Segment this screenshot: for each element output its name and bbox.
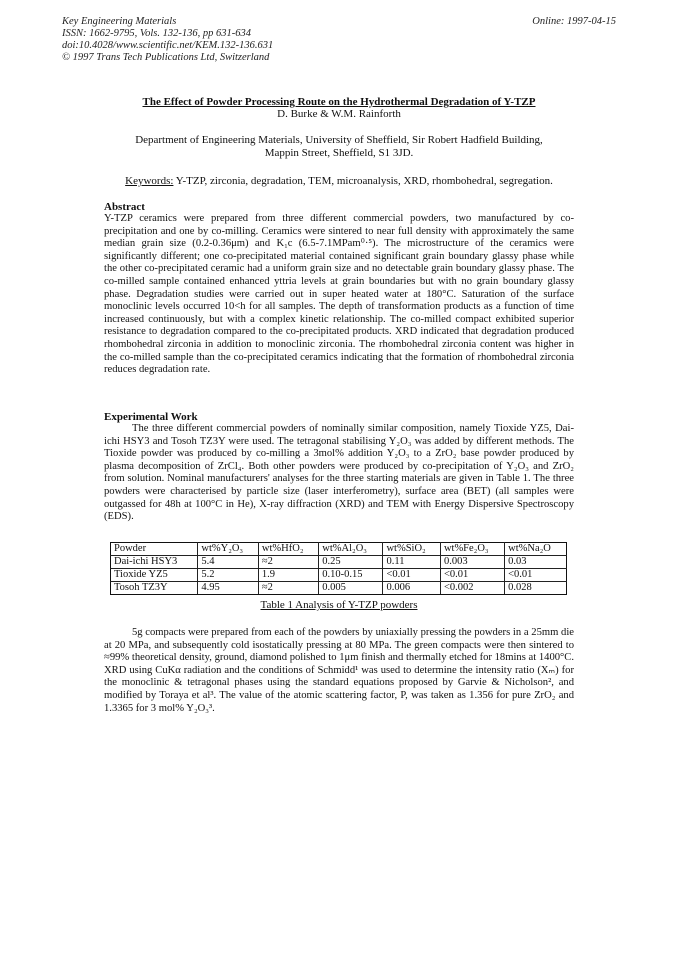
table-header-cell: wt%HfO₂ bbox=[258, 543, 318, 556]
keywords-label: Keywords: bbox=[125, 175, 174, 187]
copyright-line: © 1997 Trans Tech Publications Ltd, Switzerland bbox=[62, 52, 270, 63]
table-cell: <0.01 bbox=[505, 569, 567, 582]
table-cell: 0.25 bbox=[319, 556, 383, 569]
table-cell: Dai-ichi HSY3 bbox=[111, 556, 198, 569]
table-cell: 0.028 bbox=[505, 582, 567, 595]
table-cell: Tioxide YZ5 bbox=[111, 569, 198, 582]
table-cell: 5.4 bbox=[198, 556, 259, 569]
table-cell: 0.005 bbox=[319, 582, 383, 595]
table-cell: <0.002 bbox=[440, 582, 504, 595]
table-header-cell: wt%SiO₂ bbox=[383, 543, 440, 556]
table-cell: ≈2 bbox=[258, 582, 318, 595]
paper-affiliation bbox=[100, 134, 578, 160]
journal-name: Key Engineering Materials bbox=[62, 16, 177, 27]
powder-analysis-table bbox=[110, 542, 567, 595]
journal-header bbox=[62, 16, 273, 64]
table-cell: 0.006 bbox=[383, 582, 440, 595]
experimental-paragraph-2: 5g compacts were prepared from each of the powders by uniaxially pressing the powders in a 25mm die at 20 MPa, and subsequently cold isostatically pressing at 80 MPa. The green compacts were then sintered to ≈99% theoretical density, ground, diamond polished to 1μm finish and thermally etched for 18mins at 1400°C. XRD using CuKα radiation and the conditions of Schmidd¹ was used to determine the intensity ratio (Xₘ) for the monoclinic & tetragonal phases using the standard equations proposed by Garvie & Nicholson², and modified by Toraya et al³. The value of the atomic scattering factor, P, was taken as 1.356 for pure ZrO₂ and 1.3365 for 3 mol% Y₂O₃³. bbox=[104, 627, 574, 714]
doi-line: doi:10.4028/www.scientific.net/KEM.132-136.631 bbox=[62, 40, 274, 51]
table-cell: <0.01 bbox=[440, 569, 504, 582]
affiliation-line-2: Mappin Street, Sheffield, S1 3JD. bbox=[264, 147, 414, 159]
table-cell: 1.9 bbox=[258, 569, 318, 582]
table-cell: 5.2 bbox=[198, 569, 259, 582]
experimental-heading: Experimental Work bbox=[104, 411, 198, 423]
table-header-cell: wt%Al₂O₃ bbox=[319, 543, 383, 556]
affiliation-line-1: Department of Engineering Materials, University of Sheffield, Sir Robert Hadfield Building, bbox=[135, 134, 543, 146]
table-row bbox=[111, 569, 567, 582]
table-cell: 0.10-0.15 bbox=[319, 569, 383, 582]
table-cell: 0.11 bbox=[383, 556, 440, 569]
abstract-text: Y-TZP ceramics were prepared from three different commercial powders, two manufactured by co-precipitation and one by co-milling. Ceramics were sintered to near full density with approximately the same median grain size (0.2-0.36μm) and K₁c (6.5-7.1MPam⁰·⁵). The microstructure of the ceramics were significantly different; one co-precipitated material contained significant grain boundary glassy phase while the other co-precipitated ceramic had a uniform grain size and no detectable grain boundary glassy phase. The co-milled sample contained enhanced yttria levels at grain boundaries but with no grain boundary glassy phase. Degradation studies were carried out in super heated water at 180°C. Saturation of the surface monoclinic levels occurred 10<h for all samples. The depth of transformation products as a function of time increased continuously, but with a complex kinetic relationship. The co-milled compact exhibited superior resistance to degradation compared to the co-precipitated products. XRD indicated that degradation produced rhombohedral zirconia in addition to monoclinic zirconia. The rhombohedral zirconia content was higher in the co-milled sample than the co-precipitated ceramics indicating that the formation of rhombohedral zirconia reduces degradation rate. bbox=[104, 213, 574, 376]
table-header-cell: Powder bbox=[111, 543, 198, 556]
table-caption: Table 1 Analysis of Y-TZP powders bbox=[260, 599, 418, 611]
table-header-cell: wt%Fe₂O₃ bbox=[440, 543, 504, 556]
table-row bbox=[111, 556, 567, 569]
keywords-text: Y-TZP, zirconia, degradation, TEM, microanalysis, XRD, rhombohedral, segregation. bbox=[175, 175, 553, 187]
abstract-heading: Abstract bbox=[104, 201, 145, 213]
keywords-line bbox=[0, 175, 678, 187]
table-cell: 0.003 bbox=[440, 556, 504, 569]
paper-title: The Effect of Powder Processing Route on the Hydrothermal Degradation of Y-TZP bbox=[142, 96, 536, 108]
table-header-cell: wt%Y₂O₃ bbox=[198, 543, 259, 556]
paper-authors: D. Burke & W.M. Rainforth bbox=[277, 108, 401, 120]
experimental-paragraph-1: The three different commercial powders of nominally similar composition, namely Tioxide YZ5, Dai-ichi HSY3 and Tosoh TZ3Y were used. The tetragonal stabilising Y₂O₃ was added by different methods. The Tioxide powder was produced by co-milling a 3mol% addition Y₂O₃ to a ZrO₂ base powder produced by plasma decomposition of ZrCl₄. Both other powders were produced by co-precipitation of Y₂O₃ and ZrO₂ from solution. Nominal manufacturers' analyses for the three starting materials are given in Table 1. The three powders were characterised by particle size (laser interferometry), surface area (BET) (all samples were outgassed for 48h at 100°C in He), X-ray diffraction (XRD) and TEM with Energy Dispersive Spectroscopy (EDS). bbox=[104, 423, 574, 523]
table-header-row bbox=[111, 543, 567, 556]
table-cell: <0.01 bbox=[383, 569, 440, 582]
table-cell: ≈2 bbox=[258, 556, 318, 569]
issn-line: ISSN: 1662-9795, Vols. 132-136, pp 631-634 bbox=[62, 28, 251, 39]
table-cell: 0.03 bbox=[505, 556, 567, 569]
table-header-cell: wt%Na₂O bbox=[505, 543, 567, 556]
table-cell: Tosoh TZ3Y bbox=[111, 582, 198, 595]
table-row bbox=[111, 582, 567, 595]
online-date: Online: 1997-04-15 bbox=[532, 16, 616, 27]
table-cell: 4.95 bbox=[198, 582, 259, 595]
